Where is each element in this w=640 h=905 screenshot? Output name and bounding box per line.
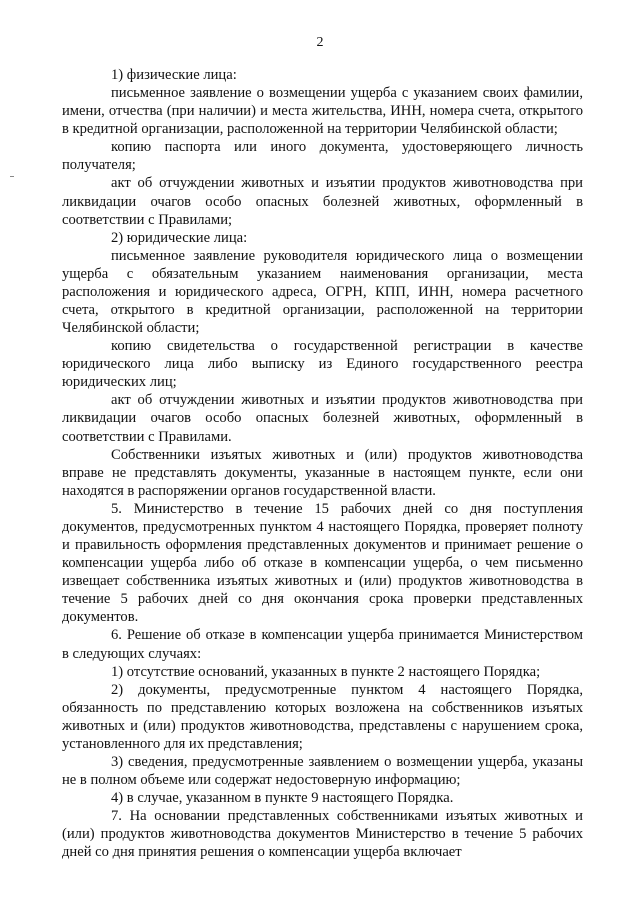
paragraph: 6. Решение об отказе в компенсации ущерба принимается Министерством в следующих случаях: (62, 627, 583, 662)
paragraph: копию свидетельства о государственной регистрации в качестве юридического лица либо выписку из Единого государственного реестра юридических лиц; (62, 338, 583, 391)
paragraph: акт об отчуждении животных и изъятии продуктов животноводства при ликвидации очагов особо опасных болезней животных, оформленный в соответствии с Правилами; (62, 175, 583, 228)
paragraph: 2) юридические лица: (111, 229, 248, 246)
paragraph: 1) физические лица: (111, 67, 237, 83)
paragraph: 2) документы, предусмотренные пунктом 4 настоящего Порядка, обязанность по представлению которых возложена на собственников изъятых животных и (или) продуктов животноводства, представлены с нарушением срока, установленного для их представления; (62, 681, 583, 752)
paragraph: 3) сведения, предусмотренные заявлением о возмещении ущерба, указаны не в полном объеме или содержат недостоверную информацию; (62, 753, 583, 789)
paragraph: копию паспорта или иного документа, удостоверяющего личность получателя; (62, 139, 583, 174)
page-number: 2 (316, 35, 324, 50)
paragraph: Собственники изъятых животных и (или) продуктов животноводства вправе не представлять документы, указанные в настоящем пункте, если они находятся в распоряжении органов государственной власти. (62, 446, 583, 499)
paragraph: 5. Министерство в течение 15 рабочих дней со дня поступления документов, предусмотренных пунктом 4 настоящего Порядка, проверяет полноту и правильность оформления представленных документов и принимает решение о компенсации ущерба либо об отказе в компенсации ущерба, о чем письменно извещает собственника изъятых животных и (или) продуктов животноводства в течение 5 рабочих дней со дня окончания срока проверки представленных документов. (62, 500, 583, 626)
paragraph: письменное заявление руководителя юридического лица о возмещении ущерба с обязательным указанием наименования организации, места расположения и юридического адреса, ОГРН, КПП, ИНН, номера расчетного счета, открытого в кредитной организации, расположенной на территории Челябинской области; (62, 247, 583, 337)
paragraph: 7. На основании представленных собственниками изъятых животных и (или) продуктов животноводства документов Министерство в течение 5 рабочих дней со дня принятия решения о компенсации ущерба включает (62, 808, 583, 861)
document-body (62, 66, 583, 861)
paragraph: акт об отчуждении животных и изъятии продуктов животноводства при ликвидации очагов особо опасных болезней животных, оформленный в соответствии с Правилами. (62, 392, 583, 445)
paragraph: письменное заявление о возмещении ущерба с указанием своих фамилии, имени, отчества (при наличии) и места жительства, ИНН, номера счета, открытого в кредитной организации, расположенной на территории Челябинской области; (62, 85, 583, 138)
margin-mark (10, 176, 14, 177)
paragraph: 1) отсутствие оснований, указанных в пункте 2 настоящего Порядка; (111, 663, 541, 680)
paragraph: 4) в случае, указанном в пункте 9 настоящего Порядка. (111, 790, 454, 807)
